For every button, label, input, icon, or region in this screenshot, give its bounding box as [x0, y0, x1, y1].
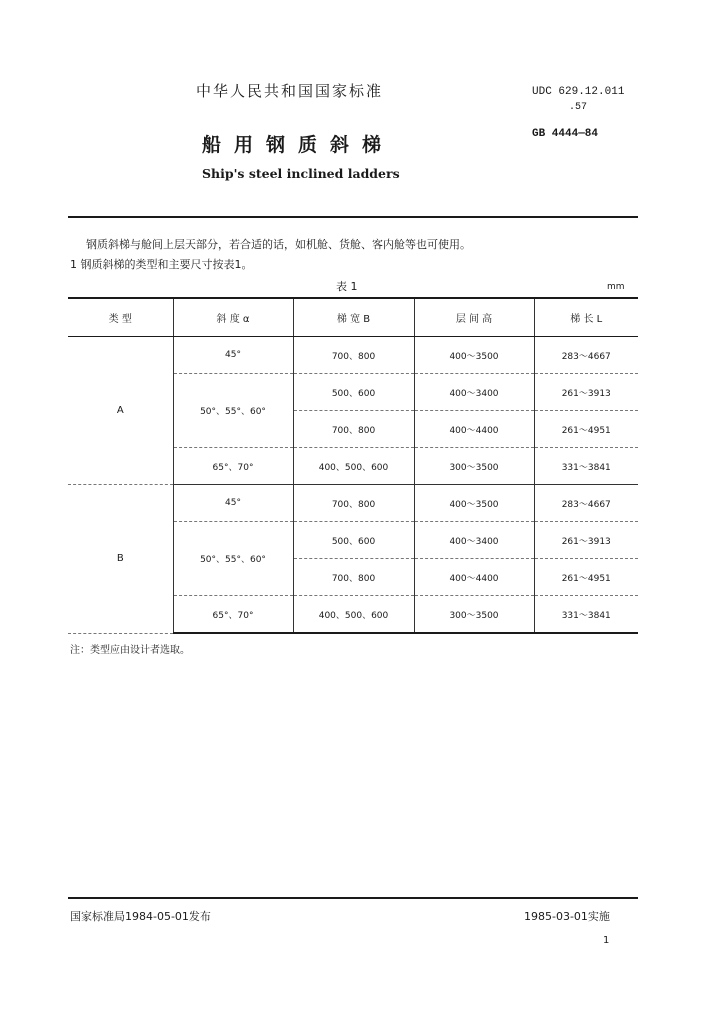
- ladder-dimensions-table: [68, 297, 638, 634]
- length-cell: 261～3913: [534, 374, 638, 411]
- length-cell: 261～4951: [534, 411, 638, 448]
- width-cell: 700、800: [293, 485, 414, 522]
- table-note: 注：类型应由设计者选取。: [70, 645, 190, 656]
- slope-cell: 50°、55°、60°: [173, 522, 293, 596]
- type-cell: B: [68, 485, 173, 634]
- document-title: 船用钢质斜梯: [202, 134, 395, 156]
- effective-date: 1985-03-01实施: [524, 910, 610, 923]
- header-deck-height: 层 间 高: [414, 298, 534, 337]
- slope-cell: 50°、55°、60°: [173, 374, 293, 448]
- table-row: [68, 337, 638, 374]
- clause-1: 1 钢质斜梯的类型和主要尺寸按表1。: [70, 258, 253, 271]
- slope-cell: 45°: [173, 485, 293, 522]
- udc-code: UDC 629.12.011: [532, 86, 625, 98]
- length-cell: 261～3913: [534, 522, 638, 559]
- table-header-row: [68, 298, 638, 337]
- length-cell: 261～4951: [534, 559, 638, 596]
- width-cell: 700、800: [293, 411, 414, 448]
- document-title-english: Ship's steel inclined ladders: [202, 166, 400, 181]
- udc-code-suffix: .57: [569, 102, 588, 113]
- height-cell: 400～3400: [414, 374, 534, 411]
- slope-cell: 65°、70°: [173, 448, 293, 485]
- slope-cell: 45°: [173, 337, 293, 374]
- length-cell: 331～3841: [534, 448, 638, 485]
- length-cell: 283～4667: [534, 485, 638, 522]
- header-length: 梯 长 L: [534, 298, 638, 337]
- height-cell: 400～3500: [414, 485, 534, 522]
- width-cell: 400、500、600: [293, 448, 414, 485]
- height-cell: 400～3500: [414, 337, 534, 374]
- height-cell: 400～3400: [414, 522, 534, 559]
- width-cell: 500、600: [293, 522, 414, 559]
- footer-divider: [68, 897, 638, 899]
- table-row: [68, 485, 638, 522]
- height-cell: 400～4400: [414, 411, 534, 448]
- height-cell: 300～3500: [414, 596, 534, 634]
- intro-paragraph: 钢质斜梯与舱间上层天部分，若合适的话，如机舱、货舱、客内舱等也可使用。: [86, 238, 471, 251]
- height-cell: 400～4400: [414, 559, 534, 596]
- standard-name: 中华人民共和国国家标准: [196, 82, 384, 100]
- table-caption: 表 1: [336, 280, 358, 293]
- table-unit: mm: [607, 282, 625, 292]
- header-slope: 斜 度 α: [173, 298, 293, 337]
- height-cell: 300～3500: [414, 448, 534, 485]
- header-type: 类 型: [68, 298, 173, 337]
- header-width: 梯 宽 B: [293, 298, 414, 337]
- type-cell: A: [68, 337, 173, 485]
- width-cell: 700、800: [293, 559, 414, 596]
- length-cell: 331～3841: [534, 596, 638, 634]
- issue-date: 国家标准局1984-05-01发布: [70, 910, 211, 923]
- page-number: 1: [603, 935, 610, 946]
- width-cell: 400、500、600: [293, 596, 414, 634]
- header-divider: [68, 216, 638, 218]
- width-cell: 500、600: [293, 374, 414, 411]
- gb-number: GB 4444—84: [532, 128, 599, 140]
- slope-cell: 65°、70°: [173, 596, 293, 634]
- width-cell: 700、800: [293, 337, 414, 374]
- length-cell: 283～4667: [534, 337, 638, 374]
